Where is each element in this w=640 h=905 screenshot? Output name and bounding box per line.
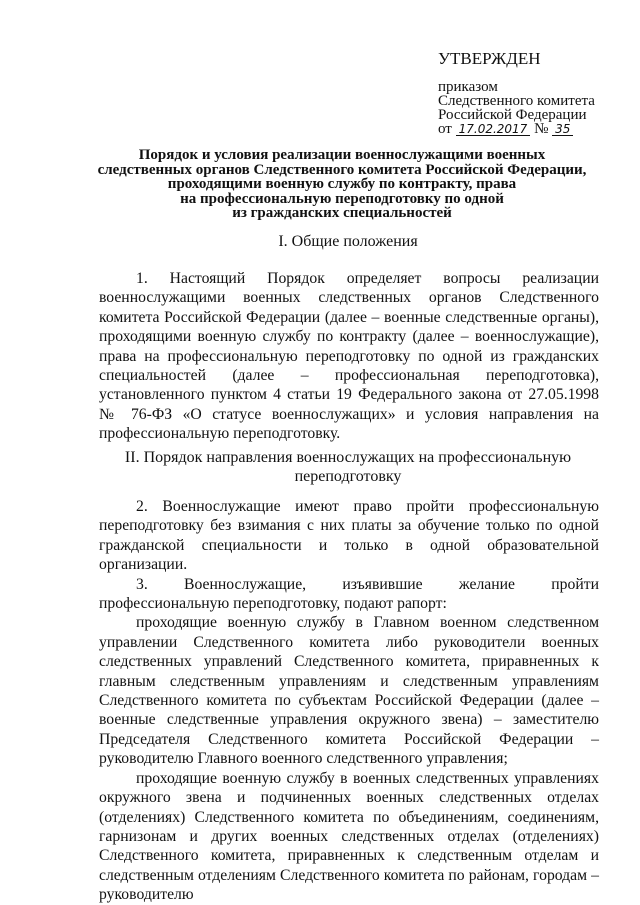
approval-line-federation: Российской Федерации	[438, 107, 587, 123]
paragraph-1: 1. Настоящий Порядок определяет вопросы реализации военнослужащими военных следственных органов Следственного комитета Российской Федерации (далее – военные следственные органы), проходящими военную службу по контракту (далее – военнослужащие), права на профессиональную переподготовку по одной из гражданских специальностей (далее – профессиональная переподготовка), установленного пунктом 4 статьи 19 Федерального закона от 27.05.1998 № 76-ФЗ «О статусе военнослужащих» и условия направления на профессиональную переподготовку.	[99, 270, 599, 443]
section-2-heading-line: переподготовку	[294, 468, 402, 485]
document-title	[96, 148, 588, 221]
title-line: проходящими военную службу по контракту, права	[167, 176, 517, 193]
approval-date-line	[438, 122, 628, 136]
title-line: следственных органов Следственного комитета Российской Федерации,	[97, 161, 587, 178]
paragraph-5: проходящие военную службу в военных следственных управлениях окружного звена и подчиненных военных следственных отделах (отделениях) Следственного комитета по объединениям, соединениям, гарнизонам и других военных следственных отделах (отделениях) Следственного комитета, приравненных к следственным отделам и следственным отделениям Следственного комитета по районам, городам – руководителю	[99, 769, 599, 904]
section-2-body	[99, 497, 599, 905]
title-line: из гражданских специальностей	[232, 205, 452, 222]
section-1-body	[99, 269, 599, 444]
title-line: на профессиональную переподготовку по одной	[180, 190, 504, 207]
date-prefix: от	[438, 121, 452, 137]
number-sign: №	[534, 121, 549, 137]
paragraph-4: проходящие военную службу в Главном военном следственном управлении Следственного комитета либо руководители военных следственных управлений Следственного комитета, приравненных к главным следственным управлениям и следственным управлениям Следственного комитета по субъектам Российской Федерации (далее – военные следственные управления окружного звена) – заместителю Председателя Следственного комитета Российской Федерации – руководителю Главного военного следственного управления;	[99, 614, 599, 768]
approval-line-committee: Следственного комитета	[438, 93, 595, 109]
handwritten-number: 35	[552, 123, 573, 136]
approval-heading: УТВЕРЖДЕН	[438, 49, 541, 68]
title-line: Порядок и условия реализации военнослужащими военных	[138, 147, 546, 163]
handwritten-date: 17.02.2017	[456, 123, 531, 136]
section-2-heading	[96, 448, 600, 486]
section-1-heading: I. Общие положения	[278, 233, 418, 250]
paragraph-2: 2. Военнослужащие имеют право пройти профессиональную переподготовку без взимания с них платы за обучение только по одной гражданской специальности и только в одной образовательной организации.	[99, 498, 599, 574]
approval-block	[438, 49, 628, 137]
section-2-heading-line: II. Порядок направления военнослужащих на профессиональную	[124, 449, 572, 466]
paragraph-3: 3. Военнослужащие, изъявившие желание пройти профессиональную переподготовку, подают рапорт:	[99, 575, 599, 613]
approval-line-order: приказом	[438, 79, 498, 95]
